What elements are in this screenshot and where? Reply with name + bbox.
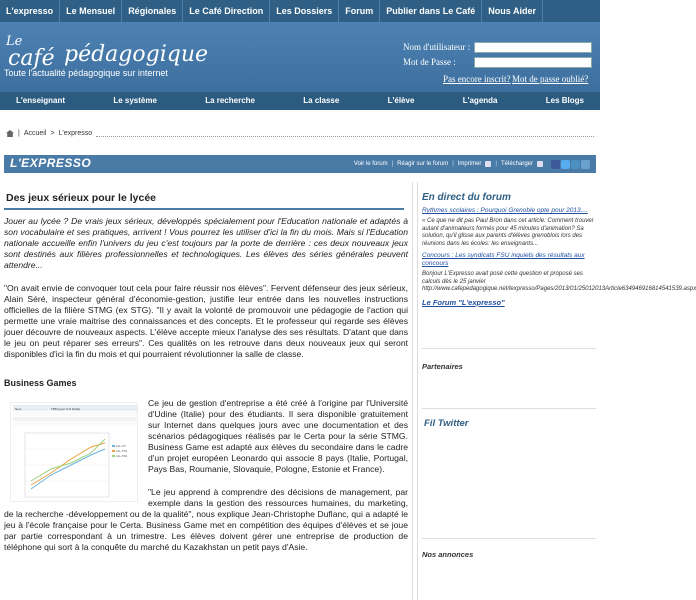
article (4, 180, 408, 600)
article-subheading: Business Games (4, 378, 77, 388)
forum-post-excerpt: « Ce que ne dit pas Paul Bron dans cet article: Comment trouver autant d'animateurs formés pour 45 minutes d'animation? Sa solution, qu'il glisse aux parents d'élèves grenoblois lors des réunions dans les écoles: les enseignants... (422, 218, 594, 247)
register-link[interactable]: Pas encore inscrit? (443, 74, 511, 84)
cat-enseignant[interactable]: L'enseignant (16, 96, 66, 105)
article-paragraph: Ce jeu de gestion d'entreprise a été créé à l'origine par l'Université d'Udine (Italie) pour des étudiants. Il sera disponible gratuitement sur Internet dans quelques jours avec une documentation et des scénarios pédagogiques réalisés par le Certa pour la série STMG. Business Game est adapté aux élèves du secondaire dans le cadre d'un projet européen Leonardo qui associe 8 pays (Italie, Portugal, Pays Bas, Roumanie, Slovaquie, Pologne, Estonie et France). (148, 398, 408, 474)
twitter-heading: Fil Twitter (424, 418, 469, 429)
thumb-header-col1: Nom (15, 407, 22, 411)
forum-post-excerpt: Bonjour L'Expresso avait posé cette question et proposé ses calculs dès le 25 janvier http://www.cafepedagogique.net/lexpresso/Pages/2013/01/25012013Article634946916814541539.aspx (422, 271, 696, 292)
thumb-header-col2: TRM (pour le 8 fertile) (51, 407, 81, 411)
thumb-legend-swatch (112, 450, 115, 452)
cat-blogs[interactable]: Les Blogs (545, 96, 584, 105)
article-lead: Jouer au lycée ? De vrais jeux sérieux, développés spécialement pour l'Education nationale et adaptés à son vocabulaire et ses pratiques, arrivent ! Vous pourrez les utiliser d'ici la fin du mois. Mais si l'Education nationale accueille enfin l'univers du jeu c'est toujours par la porte de derrière : ces deux nouveaux jeux sont destinés aux filières professionnelles et technologiques. Les élèves des séries générales peuvent attendre... (4, 216, 408, 270)
business-game-chart (11, 403, 139, 503)
twitter-icon[interactable] (561, 160, 570, 169)
sidebar-divider (422, 348, 596, 349)
breadcrumb-divider (96, 136, 594, 137)
thumb-legend-2: ALL-TR1 (116, 449, 128, 453)
cat-recherche[interactable]: La recherche (205, 96, 255, 105)
reagir-forum-link[interactable]: Réagir sur le forum (397, 161, 449, 167)
business-games-section (4, 398, 408, 553)
cat-systeme[interactable]: Le système (113, 96, 157, 105)
topnav-mensuel[interactable]: Le Mensuel (60, 0, 122, 22)
breadcrumb-current: L'expresso (58, 130, 93, 137)
breadcrumb-home[interactable]: Accueil (23, 130, 47, 137)
site-banner (0, 22, 600, 92)
forum-post-link[interactable]: Rythmes scolaires : Pourquoi Grenoble opte pour 2013.... (422, 207, 588, 214)
thumb-row (13, 422, 137, 426)
cat-agenda[interactable]: L'agenda (462, 96, 498, 105)
sidebar-divider (422, 538, 596, 539)
partners-heading: Partenaires (422, 362, 463, 371)
print-link[interactable]: Imprimer (457, 161, 482, 167)
article-paragraph: "On avait envie de convoquer tout cela pour faire réussir nos élèves". Fervent défenseur des jeux sérieux, Alain Séré, inspecteur général d'économie-gestion, justifie leur entrée dans les nouvelles instructions officielles de la filière STMG (ex STG). "Il y avait la volonté de promouvoir une pédagogie de l'action qui permette une vraie maitrise des connaissances et des concepts. Et le professeur qui regarde ses élèves jouer découvre de nouveaux aspects. L'élève accepte mieux l'analyse des ses résultats. D'atant que dans le jeu on peut réparer ses erreurs". Ces qualités on les retrouve dans deux nouveaux jeux qui seront disponibles d'ici la fin du mois et qui pourraient révolutionner la salle de classe. (4, 283, 408, 359)
breadcrumb-sep: | (18, 130, 20, 137)
forum-post-link[interactable]: Concours : Les syndicats FSU inquiets des résultats aux concours (422, 252, 585, 267)
cat-classe[interactable]: La classe (303, 96, 340, 105)
forgot-password-link[interactable]: Mot de passe oublié? (512, 74, 589, 84)
thumb-series-3 (31, 439, 105, 481)
logo-cafe: café (8, 46, 55, 71)
voir-forum-link[interactable]: Voir le forum (353, 161, 388, 167)
cat-eleve[interactable]: L'élève (387, 96, 415, 105)
thumb-legend-3: ALL-TR2 (116, 454, 128, 458)
right-sidebar (422, 180, 696, 600)
breadcrumb-arrow-icon: > (50, 130, 55, 137)
print-icon[interactable] (485, 161, 491, 167)
breadcrumb (6, 130, 92, 137)
topnav-dossiers[interactable]: Les Dossiers (270, 0, 339, 22)
announcements-heading: Nos annonces (422, 550, 474, 559)
thumb-legend-swatch (112, 455, 115, 457)
thumb-legend-swatch (112, 445, 115, 447)
section-title: L'EXPRESSO (10, 156, 92, 170)
topnav-cafe-direction[interactable]: Le Café Direction (183, 0, 270, 22)
section-header (4, 155, 596, 173)
top-navigation (0, 0, 600, 22)
thumb-row (13, 417, 137, 421)
topnav-regionales[interactable]: Régionales (122, 0, 183, 22)
share-icon[interactable] (571, 160, 580, 169)
site-tagline: Toute l'actualité pédagogique sur internet (4, 68, 168, 78)
logo-pedagogique: pédagogique (64, 42, 209, 67)
business-game-screenshot (10, 402, 138, 502)
toolbar-sep: | (452, 161, 454, 167)
home-icon[interactable] (6, 130, 14, 137)
email-icon[interactable] (581, 160, 590, 169)
thumb-row (13, 412, 137, 416)
forum-more-link[interactable]: Le Forum "L'expresso" (422, 297, 505, 307)
logo-le: Le (6, 34, 23, 49)
article-toolbar (354, 155, 590, 173)
topnav-nous-aider[interactable]: Nous Aider (482, 0, 543, 22)
username-input[interactable] (474, 42, 592, 53)
topnav-publier[interactable]: Publier dans Le Café (380, 0, 482, 22)
facebook-icon[interactable] (551, 160, 560, 169)
article-title: Des jeux sérieux pour le lycée (4, 180, 404, 210)
article-paragraph: "Le jeu apprend à comprendre des décisions de management, par exemple dans la gestion des ressources humaines, du marketing, de la recherche -développement ou de la qualité", nous explique Jean-Christophe Duflanc, qui a adapté le jeu à l'école française pour le Certa. Business Game met en compétition des équipes d'élèves et se joue par partie correspondant à un trimestre. Les élèves doivent gérer une entreprise de production de téléphone qui sort à la conquête du marché du Kazakhstan un petit pays d'Asie. (4, 487, 408, 552)
forum-heading: En direct du forum (422, 192, 511, 203)
topnav-forum[interactable]: Forum (339, 0, 380, 22)
thumb-legend-1: ALL-VP (116, 444, 126, 448)
thumb-series-1 (31, 449, 105, 489)
username-label: Nom d'utilisateur : (403, 42, 471, 52)
password-label: Mot de Passe : (403, 57, 456, 67)
column-divider (412, 182, 418, 600)
topnav-expresso[interactable]: L'expresso (0, 0, 60, 22)
sidebar-divider (422, 408, 596, 409)
category-navigation (0, 92, 600, 110)
download-link[interactable]: Télécharger (500, 161, 533, 167)
toolbar-sep: | (391, 161, 394, 167)
toolbar-sep: | (495, 161, 497, 167)
password-input[interactable] (474, 57, 592, 68)
share-buttons (551, 160, 590, 169)
download-icon[interactable] (537, 161, 543, 167)
